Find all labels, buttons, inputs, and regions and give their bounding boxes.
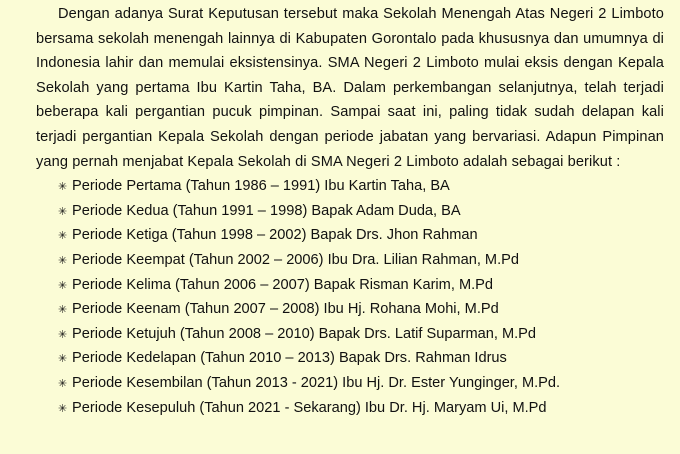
principal-list bbox=[36, 174, 664, 420]
asterisk-bullet-icon: ✳ bbox=[58, 377, 68, 390]
list-item bbox=[58, 174, 664, 199]
asterisk-bullet-icon: ✳ bbox=[58, 402, 68, 415]
list-item bbox=[58, 199, 664, 224]
asterisk-bullet-icon: ✳ bbox=[58, 181, 68, 194]
list-item-text: Periode Ketiga (Tahun 1998 – 2002) Bapak Drs. Jhon Rahman bbox=[72, 227, 478, 244]
asterisk-bullet-icon: ✳ bbox=[58, 254, 68, 267]
list-item bbox=[58, 322, 664, 347]
list-item-text: Periode Ketujuh (Tahun 2008 – 2010) Bapak Drs. Latif Suparman, M.Pd bbox=[72, 325, 537, 342]
asterisk-bullet-icon: ✳ bbox=[58, 230, 68, 243]
asterisk-bullet-icon: ✳ bbox=[58, 279, 68, 292]
intro-paragraph: Dengan adanya Surat Keputusan tersebut maka Sekolah Menengah Atas Negeri 2 Limboto bersama sekolah menengah lainnya di Kabupaten Gorontalo pada khususnya dan umumnya di Indonesia lahir dan memulai eksistensinya. SMA Negeri 2 Limboto mulai eksis dengan Kepala Sekolah yang pertama Ibu Kartin Taha, BA. Dalam perkembangan selanjutnya, telah terjadi beberapa kali pergantian pucuk pimpinan. Sampai saat ini, paling tidak sudah delapan kali terjadi pergantian Kepala Sekolah dengan periode jabatan yang bervariasi. Adapun Pimpinan yang pernah menjabat Kepala Sekolah di SMA Negeri 2 Limboto adalah sebagai berikut : bbox=[36, 6, 664, 170]
list-item bbox=[58, 371, 664, 396]
list-item bbox=[58, 346, 664, 371]
asterisk-bullet-icon: ✳ bbox=[58, 353, 68, 366]
list-item-text: Periode Kesembilan (Tahun 2013 - 2021) Ibu Hj. Dr. Ester Yunginger, M.Pd. bbox=[72, 374, 561, 391]
list-item-text: Periode Kedelapan (Tahun 2010 – 2013) Bapak Drs. Rahman Idrus bbox=[72, 350, 507, 367]
list-item-text: Periode Kelima (Tahun 2006 – 2007) Bapak Risman Karim, M.Pd bbox=[72, 276, 494, 293]
asterisk-bullet-icon: ✳ bbox=[58, 304, 68, 317]
list-item-text: Periode Kesepuluh (Tahun 2021 - Sekarang) Ibu Dr. Hj. Maryam Ui, M.Pd bbox=[72, 399, 547, 416]
list-item-text: Periode Pertama (Tahun 1986 – 1991) Ibu Kartin Taha, BA bbox=[72, 178, 450, 195]
list-item bbox=[58, 297, 664, 322]
asterisk-bullet-icon: ✳ bbox=[58, 328, 68, 341]
list-item-text: Periode Kedua (Tahun 1991 – 1998) Bapak Adam Duda, BA bbox=[72, 202, 461, 219]
asterisk-bullet-icon: ✳ bbox=[58, 205, 68, 218]
list-item-text: Periode Keenam (Tahun 2007 – 2008) Ibu Hj. Rohana Mohi, M.Pd bbox=[72, 301, 499, 318]
list-item bbox=[58, 223, 664, 248]
list-item bbox=[58, 273, 664, 298]
list-item-text: Periode Keempat (Tahun 2002 – 2006) Ibu Dra. Lilian Rahman, M.Pd bbox=[72, 251, 519, 268]
list-item bbox=[58, 248, 664, 273]
list-item bbox=[58, 396, 664, 421]
